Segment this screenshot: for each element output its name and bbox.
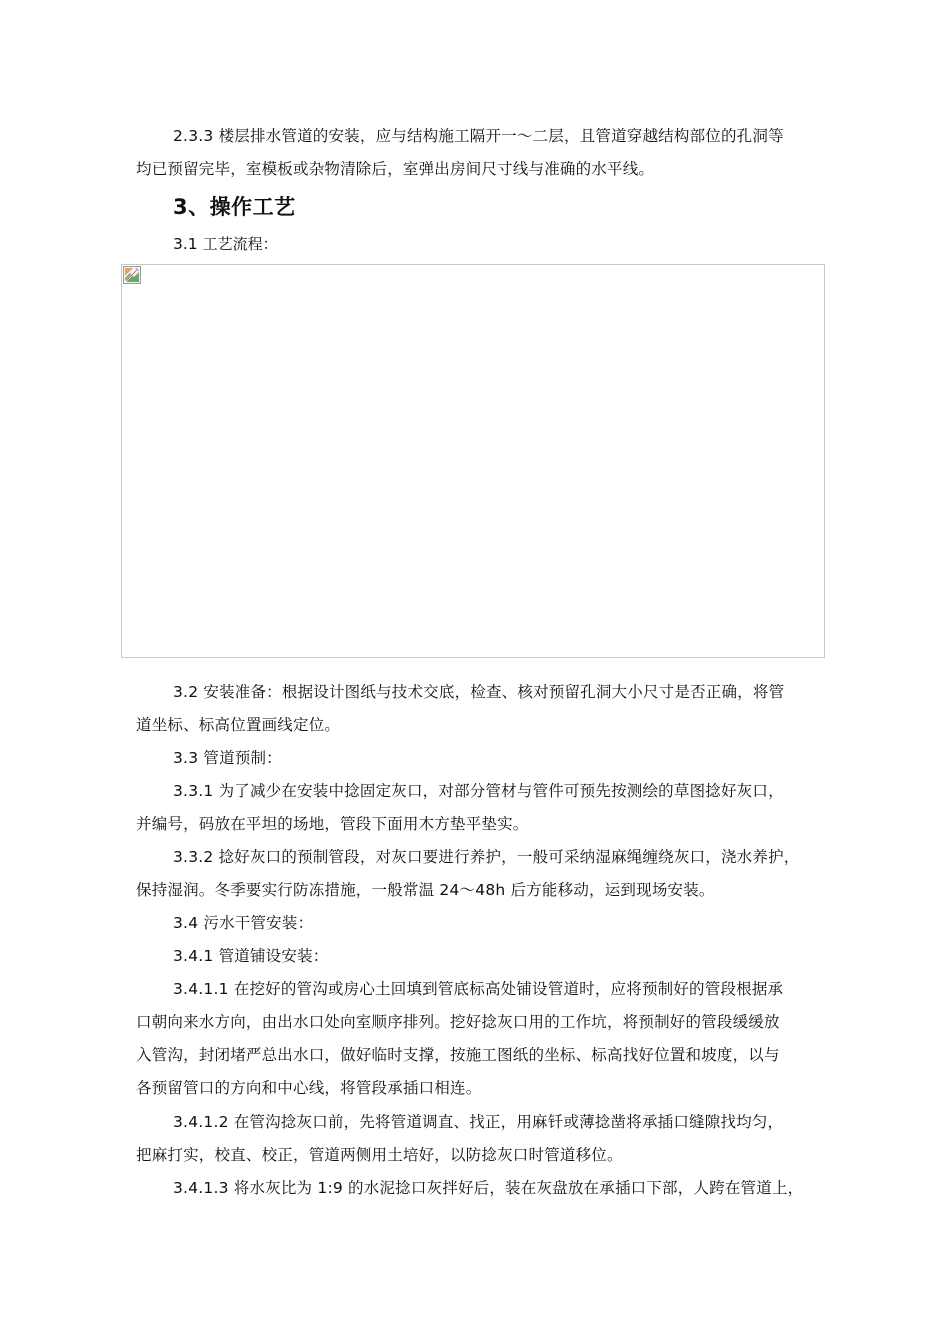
paragraph-3-3-2 [136,841,848,907]
paragraph-line: 均已预留完毕，室模板或杂物清除后，室弹出房间尺寸线与准确的水平线。 [136,160,655,178]
paragraph-3-3 [136,742,848,775]
subheading-3-1 [173,228,278,261]
paragraph-line: 道坐标、标高位置画线定位。 [136,716,341,734]
paragraph-line: 3.2 安装准备：根据设计图纸与技术交底，检查、核对预留孔洞大小尺寸是否正确，将管 [173,683,785,701]
section-heading-3: 3、操作工艺 [173,195,296,219]
paragraph-3-4-1-2 [136,1106,848,1172]
subheading-text: 工艺流程： [202,235,278,253]
paragraph-line: 3.4.1.3 将水灰比为 1:9 的水泥捻口灰拌好后，装在灰盘放在承插口下部，人跨在管道上， [173,1179,804,1197]
paragraph-line: 保持湿润。冬季要实行防冻措施，一般常温 24～48h 后方能移动，运到现场安装。 [136,881,715,899]
paragraph-2-3-3 [136,120,848,186]
paragraph-3-4-1 [136,940,848,973]
paragraph-3-4-1-3 [136,1172,848,1205]
paragraph-line: 2.3.3 楼层排水管道的安装，应与结构施工隔开一～二层，且管道穿越结构部位的孔洞等 [173,127,784,145]
paragraph-line: 口朝向来水方向，由出水口处向室顺序排列。挖好捻灰口用的工作坑，将预制好的管段缓缓放 [136,1013,780,1031]
paragraph-line: 3.3.2 捻好灰口的预制管段，对灰口要进行养护，一般可采纳湿麻绳缠绕灰口，浇水养护， [173,848,800,866]
paragraph-line: 3.4 污水干管安装： [173,914,314,932]
paragraph-3-2 [136,676,848,742]
paragraph-line: 把麻打实，校直、校正，管道两侧用土培好，以防捻灰口时管道移位。 [136,1146,623,1164]
paragraph-line: 3.4.1 管道铺设安装： [173,947,329,965]
paragraph-line: 各预留管口的方向和中心线，将管段承插口相连。 [136,1079,482,1097]
broken-image-icon [123,266,141,284]
paragraph-3-3-1 [136,775,848,841]
paragraph-line: 并编号，码放在平坦的场地，管段下面用木方垫平垫实。 [136,815,529,833]
paragraph-3-4 [136,907,848,940]
paragraph-3-4-1-1 [136,973,848,1105]
paragraph-line: 3.4.1.1 在挖好的管沟或房心土回填到管底标高处铺设管道时，应将预制好的管段根据承 [173,980,784,998]
paragraph-line: 3.3.1 为了减少在安装中捻固定灰口，对部分管材与管件可预先按测绘的草图捻好灰口， [173,782,784,800]
subheading-number: 3.1 [173,235,198,253]
paragraph-line: 入管沟，封闭堵严总出水口，做好临时支撑，按施工图纸的坐标、标高找好位置和坡度，以与 [136,1046,780,1064]
paragraph-line: 3.4.1.2 在管沟捻灰口前，先将管道调直、找正，用麻钎或薄捻凿将承插口缝隙找均匀， [173,1113,784,1131]
paragraph-line: 3.3 管道预制： [173,749,282,767]
process-flow-image-placeholder [121,264,825,658]
